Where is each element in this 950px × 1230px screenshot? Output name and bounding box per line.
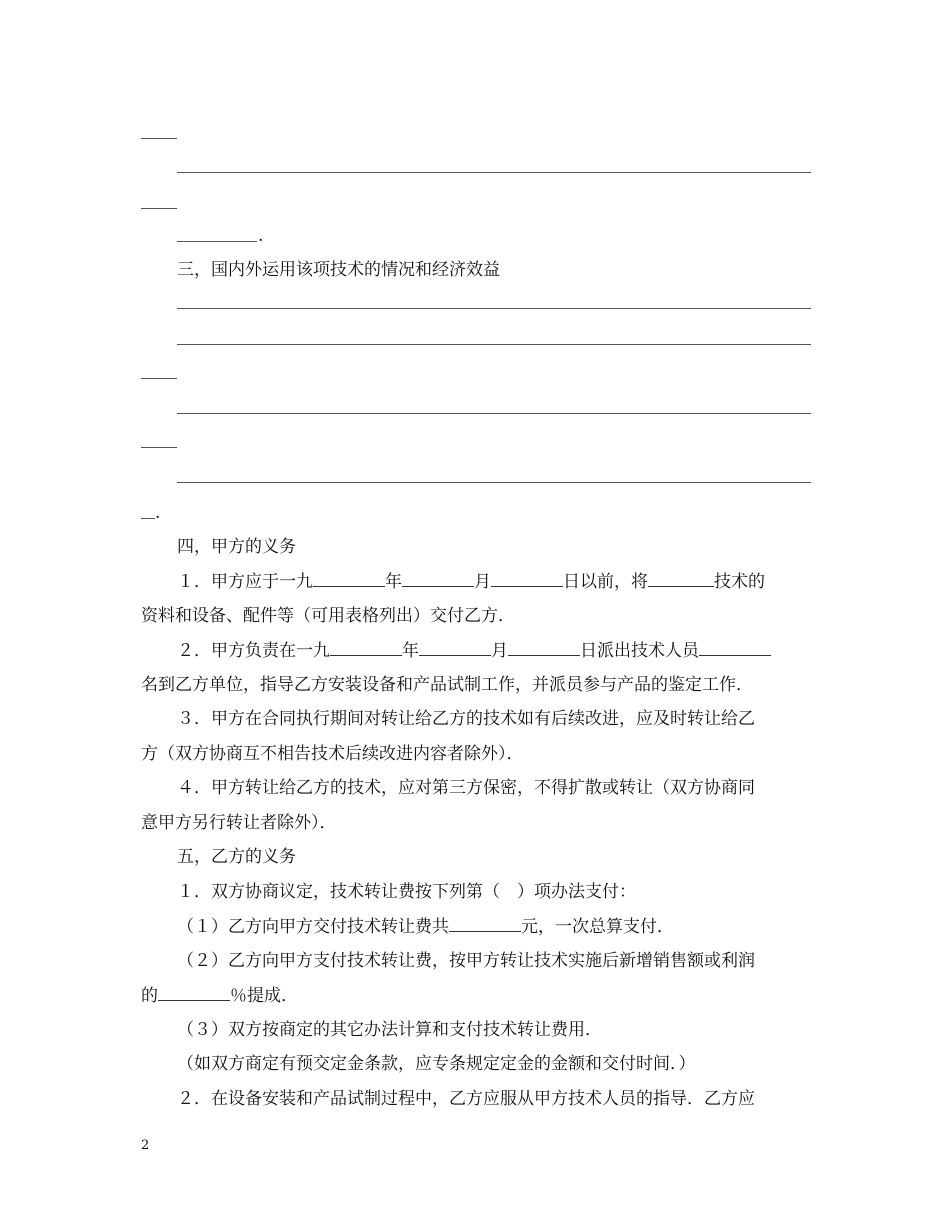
section5-note: （如双方商定有预交定金条款，应专条规定定金的金额和交付时间．） — [177, 1054, 696, 1074]
section4-item3-line1: ３．甲方在合同执行期间对转让给乙方的技术如有后续改进，应及时转让给乙 — [177, 709, 755, 729]
page-number: 2 — [141, 1138, 150, 1153]
section5-option1 — [177, 914, 674, 939]
blank-rule — [141, 518, 155, 519]
section5-option2-line1: （２）乙方向甲方支付技术转让费，按甲方转让技术实施后新增销售额或利润 — [177, 951, 755, 971]
blank-rule — [141, 208, 177, 209]
fill-blank — [491, 569, 563, 587]
text: ％提成． — [230, 986, 298, 1006]
section4-item1-line2: 资料和设备、配件等（可用表格列出）交付乙方． — [141, 606, 515, 626]
blank-rule — [177, 344, 811, 345]
blank-rule — [141, 378, 177, 379]
section3-heading: 三，国内外运用该项技术的情况和经济效益 — [177, 260, 500, 280]
section5-option3: （３）双方按商定的其它办法计算和支付技术转让费用． — [177, 1020, 602, 1040]
text: 日以前，将 — [563, 572, 648, 592]
fill-blank — [313, 569, 385, 587]
blank-rule — [177, 172, 811, 173]
fill-blank — [402, 569, 474, 587]
fill-blank — [158, 983, 230, 1001]
fill-blank — [419, 638, 491, 656]
fill-blank — [449, 914, 521, 932]
blank-rule — [141, 138, 177, 139]
fill-blank — [508, 638, 580, 656]
text: （１）乙方向甲方交付技术转让费共 — [177, 917, 449, 937]
text: 月 — [474, 572, 491, 592]
section4-item4-line2: 意甲方另行转让者除外）． — [141, 813, 337, 833]
section5-item1: １．双方协商议定，技术转让费按下列第（ ）项办法支付： — [177, 882, 636, 902]
section5-heading: 五，乙方的义务 — [177, 847, 296, 867]
fill-blank — [330, 638, 402, 656]
text: 的 — [141, 986, 158, 1006]
text: ２．甲方负责在一九 — [177, 641, 330, 661]
section4-item1-line1 — [177, 569, 765, 594]
section3-end-period: . — [155, 503, 161, 523]
fill-blank — [699, 638, 771, 656]
section4-heading: 四，甲方的义务 — [177, 537, 296, 557]
section5-item2: ２．在设备安装和产品试制过程中，乙方应服从甲方技术人员的指导．乙方应 — [177, 1089, 755, 1109]
blank-rule — [141, 447, 177, 448]
blank-rule — [177, 482, 811, 483]
blank-rule — [177, 413, 811, 414]
section4-item4-line1: ４．甲方转让给乙方的技术，应对第三方保密，不得扩散或转让（双方协商同 — [177, 778, 755, 798]
text: 年 — [402, 641, 419, 661]
text: 元，一次总算支付． — [521, 917, 674, 937]
text: 日派出技术人员 — [580, 641, 699, 661]
fill-blank — [648, 569, 714, 587]
section4-item3-line2: 方（双方协商互不相告技术后续改进内容者除外）． — [141, 744, 524, 764]
section2-end-period: . — [258, 226, 264, 246]
text: 年 — [385, 572, 402, 592]
text: １．甲方应于一九 — [177, 572, 313, 592]
blank-rule — [177, 241, 257, 242]
text: 技术的 — [714, 572, 765, 592]
section5-option2-line2 — [141, 983, 298, 1008]
section4-item2-line2: 名到乙方单位，指导乙方安装设备和产品试制工作，并派员参与产品的鉴定工作． — [141, 675, 753, 695]
text: 月 — [491, 641, 508, 661]
section4-item2-line1 — [177, 638, 771, 663]
blank-rule — [177, 308, 811, 309]
